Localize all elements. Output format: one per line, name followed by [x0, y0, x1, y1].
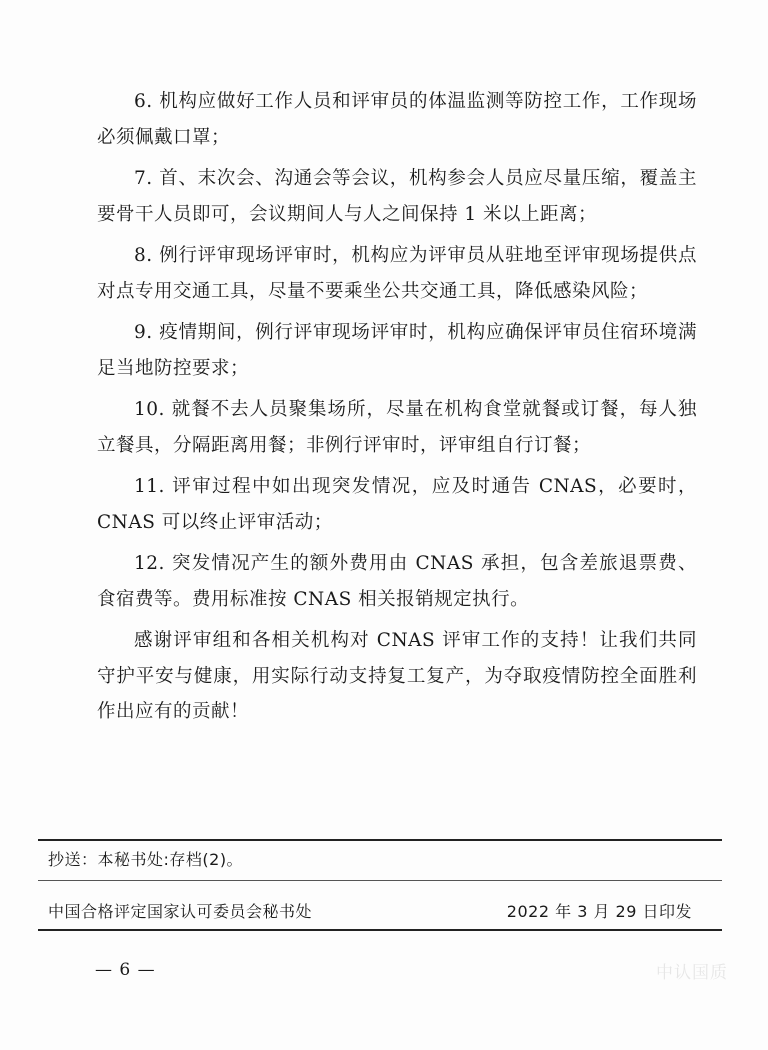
paragraph-item-8: 8. 例行评审现场评审时，机构应为评审员从驻地至评审现场提供点对点专用交通工具，尽量不要乘坐公共交通工具，降低感染风险；	[97, 245, 697, 302]
issuer-name: 中国合格评定国家认可委员会秘书处	[48, 902, 313, 921]
issue-date: 2022 年 3 月 29 日印发	[506, 902, 692, 921]
closing-paragraph: 感谢评审组和各相关机构对 CNAS 评审工作的支持！让我们共同守护平安与健康，用实际行动支持复工复产，为夺取疫情防控全面胜利作出应有的贡献！	[97, 630, 697, 722]
paragraph-item-10: 10. 就餐不去人员聚集场所，尽量在机构食堂就餐或订餐，每人独立餐具，分隔距离用餐；非例行评审时，评审组自行订餐；	[97, 399, 697, 456]
footer-middle-rule	[38, 880, 722, 881]
paragraph-item-12: 12. 突发情况产生的额外费用由 CNAS 承担，包含差旅退票费、食宿费等。费用标准按 CNAS 相关报销规定执行。	[97, 553, 697, 610]
paragraph-item-6: 6. 机构应做好工作人员和评审员的体温监测等防控工作，工作现场必须佩戴口罩；	[97, 91, 697, 148]
paragraph-item-9: 9. 疫情期间，例行评审现场评审时，机构应确保评审员住宿环境满足当地防控要求；	[97, 322, 697, 379]
paragraph-item-11: 11. 评审过程中如出现突发情况，应及时通告 CNAS，必要时，CNAS 可以终止评审活动；	[97, 476, 697, 533]
cc-line: 抄送：本秘书处:存档(2)。	[48, 850, 244, 869]
watermark: 中认国质	[656, 963, 728, 983]
document-body	[97, 84, 697, 736]
footer-bottom-rule	[38, 929, 722, 931]
paragraph-item-7: 7. 首、末次会、沟通会等会议，机构参会人员应尽量压缩，覆盖主要骨干人员即可，会议期间人与人之间保持 1 米以上距离；	[97, 168, 697, 225]
footer-top-rule	[38, 839, 722, 841]
page-number: — 6 —	[95, 960, 156, 980]
